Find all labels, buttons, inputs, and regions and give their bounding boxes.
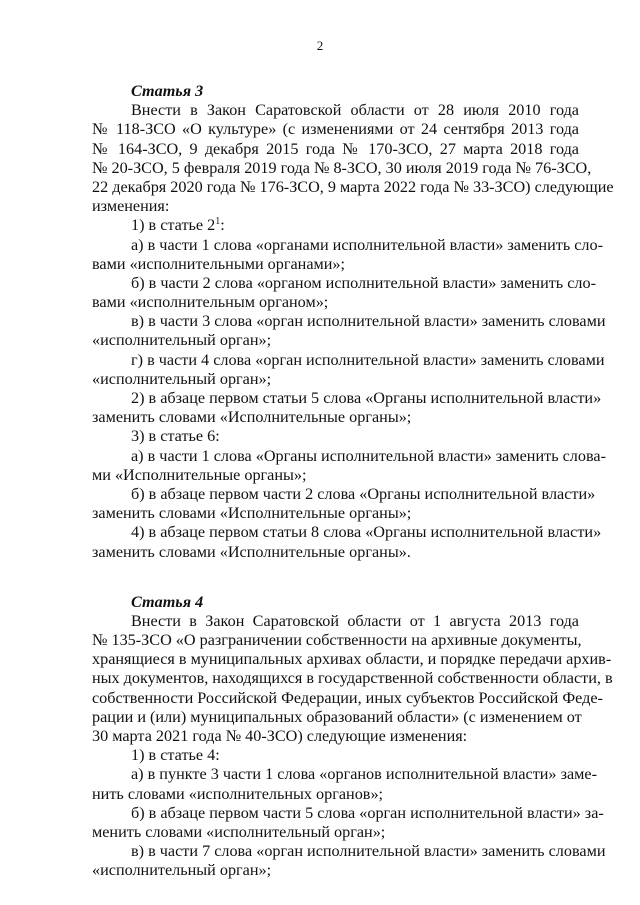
article-3-line-8: а) в части 1 слова «органами исполнительной власти» заменить сло-	[131, 235, 603, 254]
article-3-line-4: № 20-ЗСО, 5 февраля 2019 года № 8-ЗСО, 30 июля 2019 года № 76-ЗСО,	[92, 158, 592, 177]
article-4-line-2: № 135-ЗСО «О разграничении собственности на архивные документы,	[92, 631, 582, 650]
article-3-line-5: 22 декабря 2020 года № 176-ЗСО, 9 марта 2022 года № 33-ЗСО) следующие	[92, 177, 614, 196]
article-3-line-2: № 118-ЗСО «О культуре» (с изменениями от 24 сентября 2013 года	[92, 120, 579, 139]
article-3-line-1: Внести в Закон Саратовской области от 28 июля 2010 года	[131, 101, 579, 120]
article-3-line-11: вами «исполнительным органом»;	[92, 293, 329, 312]
article-3-line-12: в) в части 3 слова «орган исполнительной власти» заменить словами	[131, 312, 606, 331]
article-3-item-1	[92, 216, 579, 235]
article-3-line-22: заменить словами «Исполнительные органы»;	[92, 504, 412, 523]
article-4-line-3: хранящиеся в муниципальных архивах области, и порядке передачи архив-	[92, 650, 612, 669]
article-3-line-16: 2) в абзаце первом статьи 5 слова «Органы исполнительной власти»	[131, 389, 602, 408]
article-4-line-4: ных документов, находящихся в государственной собственности области, в	[92, 669, 613, 688]
superscript-one: 1	[215, 216, 221, 228]
article-4-line-6: рации и (или) муниципальных образований области» (с изменением от	[92, 707, 582, 726]
article-3-line-18: 3) в статье 6:	[131, 427, 220, 446]
article-3-line-20: ми «Исполнительные органы»;	[92, 465, 307, 484]
article-4-line-9: а) в пункте 3 части 1 слова «органов исполнительной власти» заме-	[131, 765, 597, 784]
article-3-item-1-colon: :	[220, 216, 225, 235]
article-3-line-15: «исполнительный орган»;	[92, 369, 272, 388]
article-3-line-17: заменить словами «Исполнительные органы»;	[92, 408, 412, 427]
article-3-line-19: а) в части 1 слова «Органы исполнительной власти» заменить слова-	[131, 446, 606, 465]
article-3-line-24: заменить словами «Исполнительные органы».	[92, 542, 411, 561]
article-4-line-1: Внести в Закон Саратовской области от 1 августа 2013 года	[131, 611, 579, 630]
article-4-heading: Статья 4	[131, 592, 204, 611]
article-4-line-12: менить словами «исполнительный орган»;	[92, 822, 386, 841]
article-3-line-9: вами «исполнительными органами»;	[92, 254, 346, 273]
article-3-item-1-text: 1) в статье 2	[131, 216, 216, 235]
article-3-line-13: «исполнительный орган»;	[92, 331, 272, 350]
article-4-line-5: собственности Российской Федерации, иных субъектов Российской Феде-	[92, 688, 603, 707]
article-3-line-23: 4) в абзаце первом статьи 8 слова «Органы исполнительной власти»	[131, 523, 602, 542]
article-4-line-11: б) в абзаце первом части 5 слова «орган исполнительной власти» за-	[131, 803, 604, 822]
article-4-line-7: 30 марта 2021 года № 40-ЗСО) следующие изменения:	[92, 727, 468, 746]
page-number: 2	[316, 38, 324, 53]
article-3-heading: Статья 3	[131, 82, 204, 100]
article-4-line-8: 1) в статье 4:	[131, 746, 220, 765]
article-3-line-3: № 164-ЗСО, 9 декабря 2015 года № 170-ЗСО, 27 марта 2018 года	[92, 139, 579, 158]
article-3-line-21: б) в абзаце первом части 2 слова «Органы исполнительной власти»	[131, 484, 596, 503]
section-gap	[92, 562, 579, 593]
article-3-line-10: б) в части 2 слова «органом исполнительной власти» заменить сло-	[131, 273, 596, 292]
document-body	[92, 82, 614, 881]
article-4-line-10: нить словами «исполнительных органов»;	[92, 784, 384, 803]
article-3-line-6: изменения:	[92, 197, 170, 216]
article-4-line-14: «исполнительный орган»;	[92, 861, 272, 880]
article-3-line-14: г) в части 4 слова «орган исполнительной власти» заменить словами	[131, 350, 605, 369]
article-4-line-13: в) в части 7 слова «орган исполнительной власти» заменить словами	[131, 842, 606, 861]
